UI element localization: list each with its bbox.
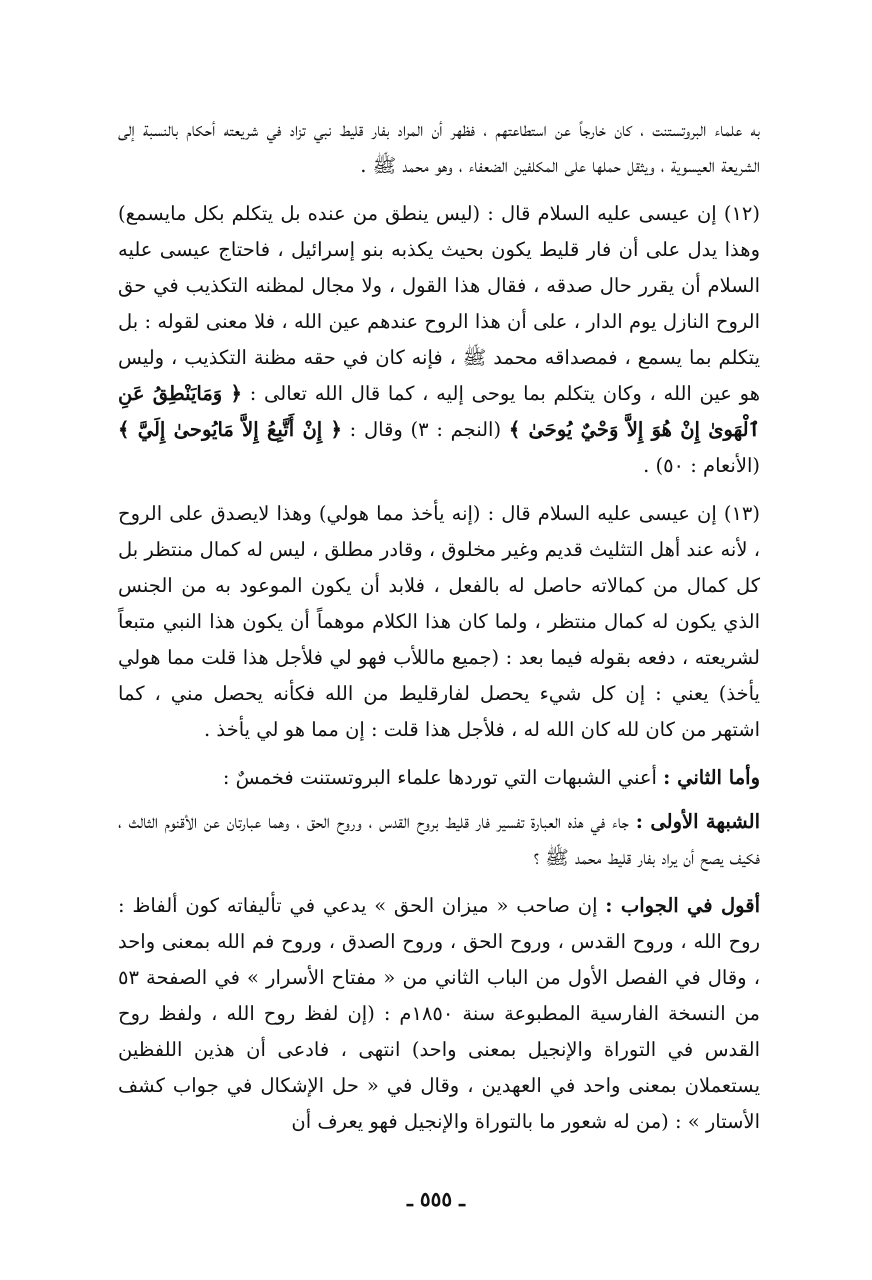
second-section-label: وأما الثاني : xyxy=(663,766,760,789)
second-section-text: أعني الشبهات التي توردها علماء البروتستنت فخمسٌ : xyxy=(222,766,657,789)
verse-reference-2: (الأنعام : ٥٠) . xyxy=(643,454,760,477)
verse-reference-1: (النجم : ٣) وقال : xyxy=(349,418,502,441)
paragraph-1-text: به علماء البروتستنت ، كان خارجاً عن استطاعتهم ، فظهر أن المراد بفار قليط نبي تزاد في شريعته أحكام بالنسبة إلى الشريعة العيسوية ، ويثقل حملها على المكلفين الضعفاء ، وهو محمد ﷺ . xyxy=(118,118,760,177)
first-doubt-text: جاء في هذه العبارة تفسير فار قليط بروح القدس ، وروح الحق ، وهما عبارتان عن الأقنوم الثالث ، فكيف يصح أن يراد بفار قليط محمد ﷺ ؟ xyxy=(118,810,760,869)
first-doubt-label: الشبهة الأولى : xyxy=(635,810,760,833)
paragraph-13-text: (١٣) إن عيسى عليه السلام قال : (إنه يأخذ مما هولي) وهذا لايصدق على الروح ، لأنه عند أهل التثليث قديم وغير مخلوق ، وقادر مطلق ، ليس له كمال منتظر بل كل كمال من كمالاته حاصل له بالفعل ، فلابد أن يكون الموعود به من الجنس الذي يكون له كمال منتظر ، ولما كان هذا الكلام موهماً أن يكون هذا النبي متبعاً لشريعته ، دفعه بقوله فيما بعد : (جميع ماللأب فهو لي فلأجل هذا قلت مما هولي يأخذ) يعني : إن كل شيء يحصل لفارقليط من الله فكأنه يحصل مني ، كما اشتهر من كان لله كان الله له ، فلأجل هذا قلت : إن مما هو لي يأخذ . xyxy=(118,502,760,741)
paragraph-12 xyxy=(118,196,760,484)
answer-paragraph xyxy=(118,888,760,1140)
page-body xyxy=(118,112,760,1192)
paragraph-1 xyxy=(118,112,760,184)
first-doubt xyxy=(118,804,760,876)
quran-verse-2: ﴿ إِنْ أَتَّبِعُ إِلاَّ مَايُوحىٰ إِلَيَّ ﴾ xyxy=(118,418,342,441)
paragraph-13 xyxy=(118,496,760,748)
answer-label: أقول في الجواب : xyxy=(605,894,760,917)
paragraph-12-text: (١٢) إن عيسى عليه السلام قال : (ليس ينطق من عنده بل يتكلم بكل مايسمع) وهذا يدل على أن فار قليط يكون بحيث يكذبه بنو إسرائيل ، فاحتاج عيسى عليه السلام أن يقرر حال صدقه ، فقال هذا القول ، ولا مجال لمظنه التكذيب في حق الروح النازل يوم الدار ، على أن هذا الروح عندهم عين الله ، فلا معنى لقوله : بل يتكلم بما يسمع ، فمصداقه محمد ﷺ ، فإنه كان في حقه مظنة التكذيب ، وليس هو عين الله ، وكان يتكلم بما يوحى إليه ، كما قال الله تعالى : xyxy=(118,202,761,405)
quran-verse-1: ﴿ وَمَايَنْطِقُ عَنِ ٱلْهَوىٰ إِنْ هُوَ إِلاَّ وَحْيٌ يُوحَىٰ ﴾ xyxy=(118,382,760,441)
page-number: ـ ٥٥٥ ـ xyxy=(407,1187,465,1211)
answer-text: إن صاحب « ميزان الحق » يدعي في تأليفاته كون ألفاظ : روح الله ، وروح القدس ، وروح الحق ، وروح الصدق ، وروح فم الله بمعنى واحد ، وقال في الفصل الأول من الباب الثاني من « مفتاح الأسرار » في الصفحة ٥٣ من النسخة الفارسية المطبوعة سنة ١٨٥٠م : (إن لفظ روح الله ، ولفظ روح القدس في التوراة والإنجيل بمعنى واحد) انتهى ، فادعى أن هذين اللفظين يستعملان بمعنى واحد في العهدين ، وقال في « حل الإشكال في جواب كشف الأستار » : (من له شعور ما بالتوراة والإنجيل فهو يعرف أن xyxy=(118,894,760,1133)
second-section-intro xyxy=(118,760,760,796)
